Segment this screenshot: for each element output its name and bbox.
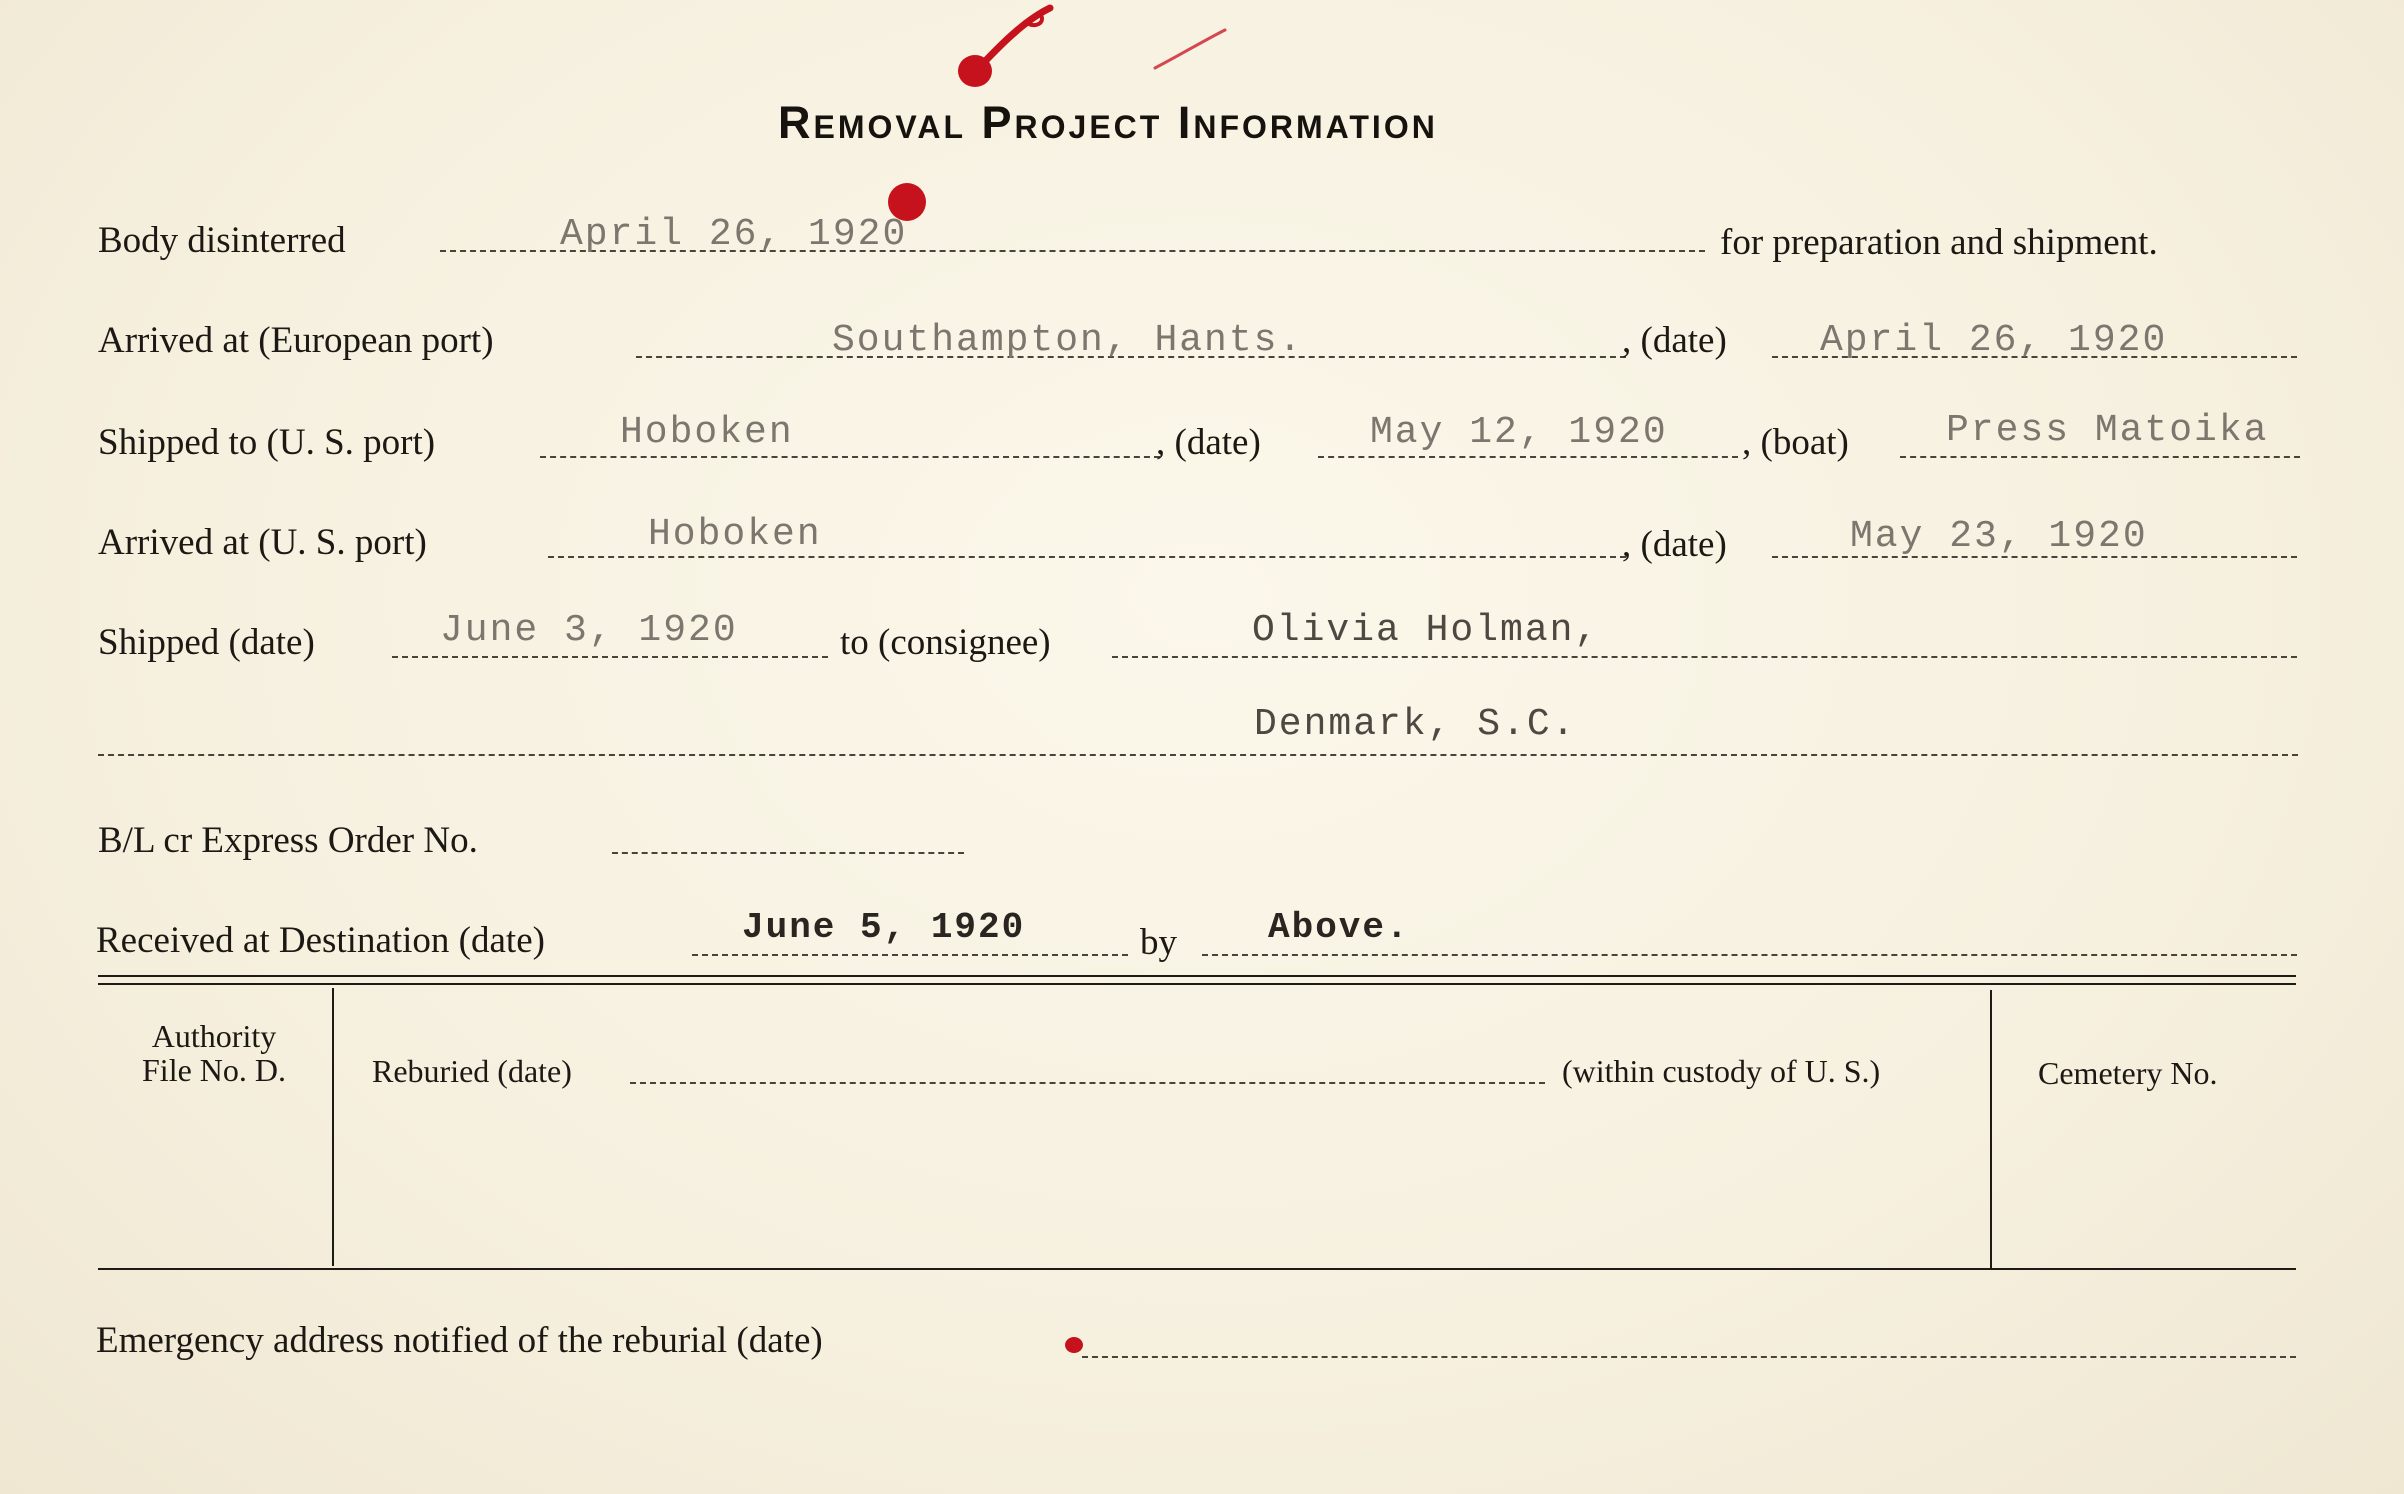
consignee-shipped-date-value: June 3, 1920 [440, 609, 738, 652]
consignee-line [1112, 656, 2297, 658]
boat-label: , (boat) [1742, 422, 1849, 463]
consignee-shipped-date-line [392, 656, 828, 658]
reburied-date-line [630, 1082, 1545, 1084]
section-rule-bottom [98, 983, 2296, 985]
shipped-date-label: , (date) [1156, 422, 1261, 463]
section-rule-top [98, 975, 2296, 977]
received-date-value: June 5, 1920 [742, 907, 1026, 948]
received-date-line [692, 954, 1128, 956]
european-arrival-date-value: April 26, 1920 [1820, 319, 2168, 362]
received-destination-label: Received at Destination (date) [96, 920, 545, 961]
cemetery-column-divider [1990, 990, 1992, 1270]
shipped-date-to-consignee-label: Shipped (date) [98, 622, 315, 663]
ink-blot-top [958, 55, 992, 87]
shipped-date-line [1318, 456, 1738, 458]
cemetery-no-label: Cemetery No. [2038, 1055, 2218, 1091]
authority-column-divider [332, 988, 334, 1266]
authority-file-label [100, 1020, 328, 1087]
to-consignee-label: to (consignee) [840, 622, 1051, 663]
shipped-date-value: May 12, 1920 [1370, 411, 1668, 454]
disinterred-date-value: April 26, 1920 [560, 213, 908, 256]
shipped-to-us-port-label: Shipped to (U. S. port) [98, 422, 436, 463]
shipped-to-port-value: Hoboken [620, 411, 794, 454]
european-date-label: , (date) [1622, 320, 1727, 361]
shipped-to-line [540, 456, 1160, 458]
consignee-address-line [98, 754, 2298, 756]
boat-value: Press Matoika [1946, 409, 2269, 452]
arrived-us-port-label: Arrived at (U. S. port) [98, 522, 427, 563]
within-custody-label: (within custody of U. S.) [1562, 1053, 1881, 1089]
bl-express-order-line [612, 852, 964, 854]
bl-express-order-label: B/L cr Express Order No. [98, 820, 478, 861]
emergency-date-line [1082, 1356, 2296, 1358]
arrived-us-port-value: Hoboken [648, 513, 822, 556]
ink-blot-emergency [1065, 1337, 1083, 1353]
received-by-line [1202, 954, 2297, 956]
arrived-european-port-label: Arrived at (European port) [98, 320, 494, 361]
form-title: Removal Project Information [778, 97, 1438, 148]
arrived-us-date-label: , (date) [1622, 524, 1727, 565]
for-preparation-label: for preparation and shipment. [1720, 222, 2158, 263]
authority-label-line-1: Authority [151, 1018, 277, 1054]
authority-label-line-2: File No. D. [142, 1051, 286, 1088]
european-port-value: Southampton, Hants. [832, 319, 1304, 362]
emergency-address-label: Emergency address notified of the reburial (date) [96, 1320, 823, 1361]
grid-bottom-rule [98, 1268, 2296, 1270]
arrived-us-port-line [548, 556, 1626, 558]
reburied-date-label: Reburied (date) [372, 1053, 572, 1089]
boat-line [1900, 456, 2300, 458]
consignee-name-value: Olivia Holman, [1252, 609, 1600, 652]
by-label: by [1140, 922, 1177, 963]
body-disinterred-label: Body disinterred [98, 220, 346, 261]
us-arrival-date-value: May 23, 1920 [1850, 515, 2148, 558]
consignee-address-value: Denmark, S.C. [1254, 703, 1577, 746]
received-by-value: Above. [1268, 907, 1410, 948]
